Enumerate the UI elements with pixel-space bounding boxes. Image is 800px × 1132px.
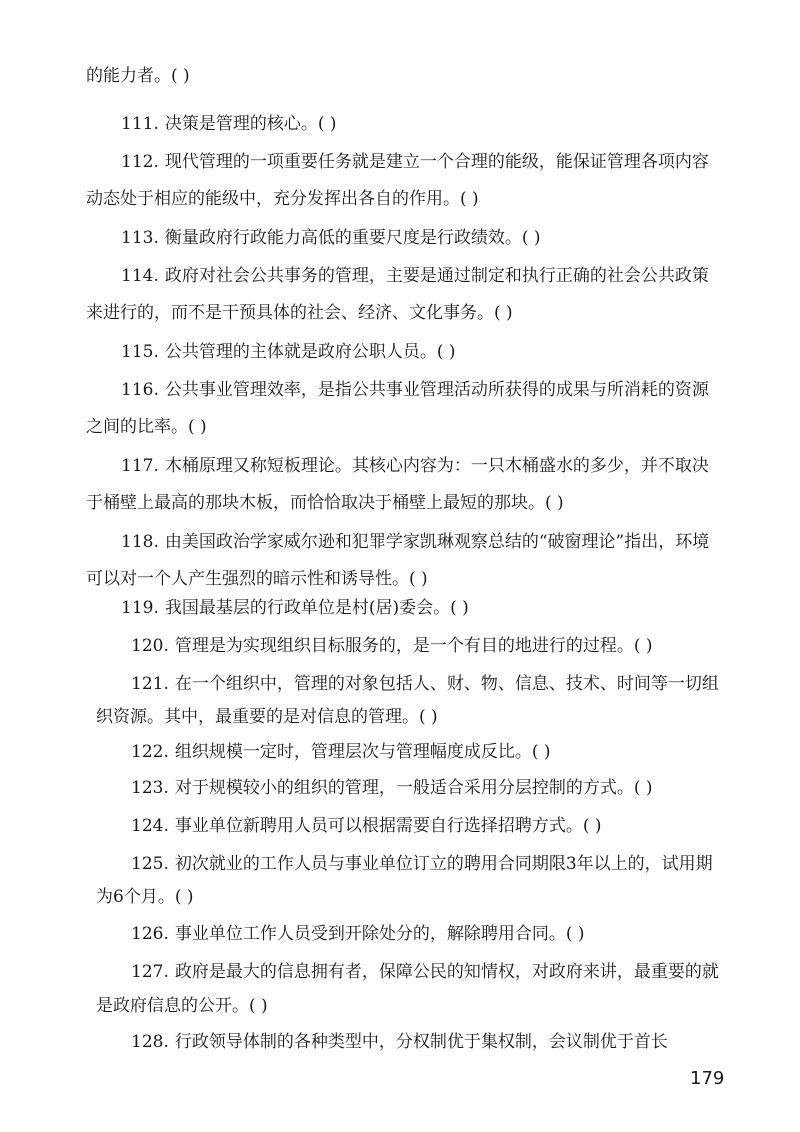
question-text: 木桶原理又称短板理论。其核心内容为：一只木桶盛水的多少，并不取决 <box>164 456 709 476</box>
question-116 <box>121 378 709 402</box>
question-number: 111. <box>121 114 159 134</box>
question-117 <box>121 454 709 478</box>
question-119 <box>121 596 469 620</box>
question-112-cont: 动态处于相应的能级中，充分发挥出各自的作用。( ) <box>86 189 479 209</box>
question-number: 120. <box>131 636 169 656</box>
question-number: 122. <box>131 742 169 762</box>
question-text: 决策是管理的核心。( ) <box>164 114 337 134</box>
question-114-cont: 来进行的，而不是干预具体的社会、经济、文化事务。( ) <box>86 303 513 323</box>
question-text: 由美国政治学家威尔逊和犯罪学家凯琳观察总结的“破窗理论”指出，环境 <box>164 532 710 552</box>
question-112 <box>121 150 709 174</box>
question-number: 124. <box>131 816 169 836</box>
question-118 <box>121 530 709 554</box>
question-number: 128. <box>131 1032 169 1052</box>
question-124 <box>131 814 602 838</box>
question-number: 115. <box>121 342 159 362</box>
question-number: 121. <box>131 674 169 694</box>
question-116-cont: 之间的比率。( ) <box>86 417 207 437</box>
question-121-cont: 织资源。其中，最重要的是对信息的管理。( ) <box>96 707 438 727</box>
question-125 <box>131 852 713 876</box>
question-text: 公共管理的主体就是政府公职人员。( ) <box>164 342 456 362</box>
question-text: 我国最基层的行政单位是村(居)委会。( ) <box>164 598 469 618</box>
question-127-cont: 是政府信息的公开。( ) <box>96 996 268 1016</box>
question-128 <box>131 1030 668 1054</box>
question-118-cont: 可以对一个人产生强烈的暗示性和诱导性。( ) <box>86 569 428 589</box>
question-text: 公共事业管理效率，是指公共事业管理活动所获得的成果与所消耗的资源 <box>164 380 709 400</box>
question-number: 123. <box>131 778 169 798</box>
question-text: 现代管理的一项重要任务就是建立一个合理的能级，能保证管理各项内容 <box>164 152 709 172</box>
question-text: 在一个组织中，管理的对象包括人、财、物、信息、技术、时间等一切组 <box>174 674 719 694</box>
question-113 <box>121 226 541 250</box>
question-115 <box>121 340 456 364</box>
question-number: 112. <box>121 152 159 172</box>
question-122 <box>131 740 551 764</box>
question-number: 119. <box>121 598 159 618</box>
question-number: 126. <box>131 924 169 944</box>
question-number: 125. <box>131 854 169 874</box>
question-text: 行政领导体制的各种类型中，分权制优于集权制，会议制优于首长 <box>174 1032 668 1052</box>
question-text: 管理是为实现组织目标服务的，是一个有目的地进行的过程。( ) <box>174 636 653 656</box>
continuation-line: 的能力者。( ) <box>86 66 190 86</box>
question-text: 组织规模一定时，管理层次与管理幅度成反比。( ) <box>174 742 551 762</box>
question-121 <box>131 672 719 696</box>
question-number: 117. <box>121 456 159 476</box>
question-111 <box>121 112 337 136</box>
question-126 <box>131 922 585 946</box>
question-text: 政府对社会公共事务的管理，主要是通过制定和执行正确的社会公共政策 <box>164 266 709 286</box>
question-text: 政府是最大的信息拥有者，保障公民的知情权，对政府来讲，最重要的就 <box>174 962 719 982</box>
question-number: 114. <box>121 266 159 286</box>
question-text: 事业单位工作人员受到开除处分的，解除聘用合同。( ) <box>174 924 585 944</box>
question-text: 衡量政府行政能力高低的重要尺度是行政绩效。( ) <box>164 228 541 248</box>
question-number: 113. <box>121 228 159 248</box>
question-number: 116. <box>121 380 159 400</box>
question-text: 事业单位新聘用人员可以根据需要自行选择招聘方式。( ) <box>174 816 602 836</box>
question-text: 初次就业的工作人员与事业单位订立的聘用合同期限3年以上的，试用期 <box>174 854 713 874</box>
question-number: 118. <box>121 532 159 552</box>
question-text: 对于规模较小的组织的管理，一般适合采用分层控制的方式。( ) <box>174 778 653 798</box>
question-117-cont: 于桶壁上最高的那块木板，而恰恰取决于桶壁上最短的那块。( ) <box>86 493 564 513</box>
question-127 <box>131 960 719 984</box>
question-114 <box>121 264 709 288</box>
question-120 <box>131 634 653 658</box>
question-125-cont: 为6个月。( ) <box>96 887 194 907</box>
question-123 <box>131 776 653 800</box>
question-number: 127. <box>131 962 169 982</box>
page-number: 179 <box>690 1068 725 1089</box>
